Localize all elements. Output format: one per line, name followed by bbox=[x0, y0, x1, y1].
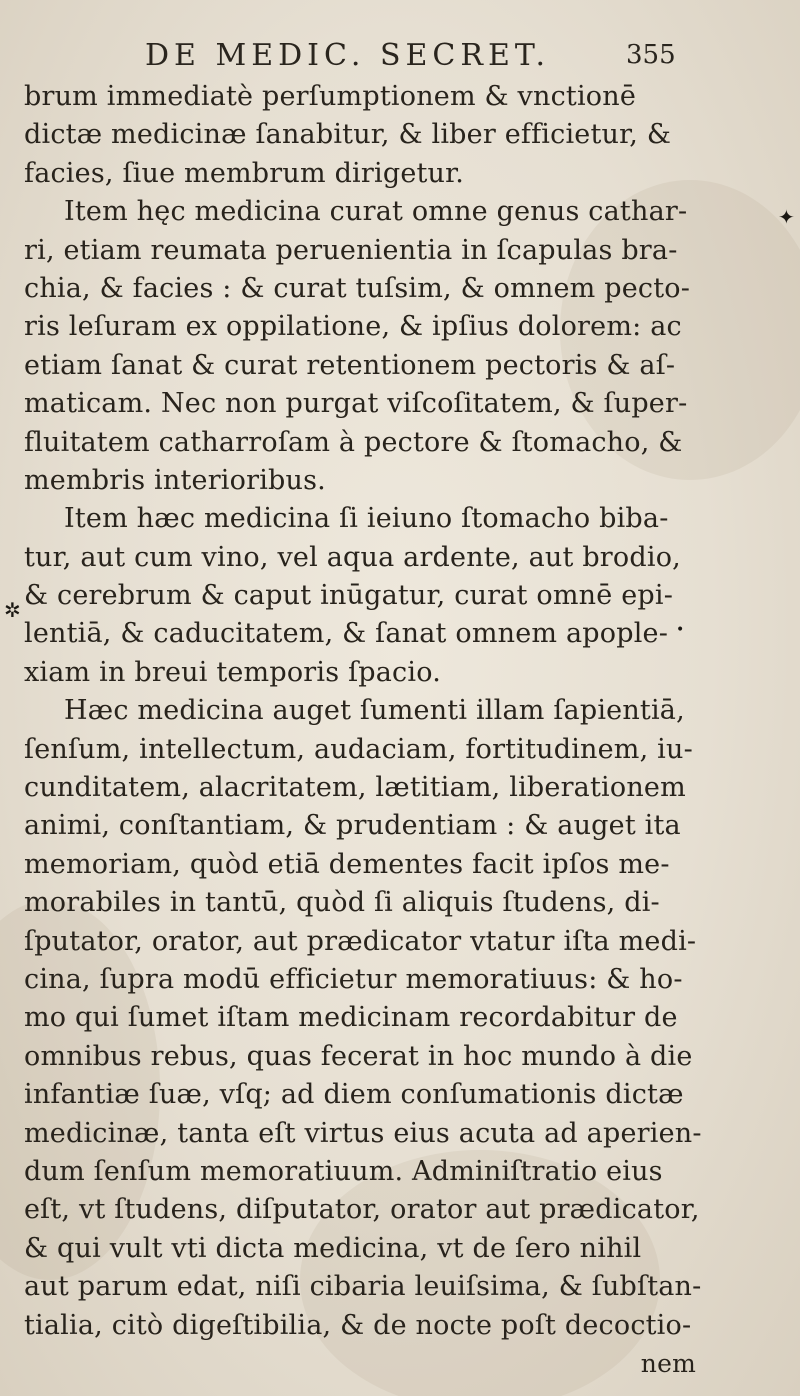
text-line: mo qui ſumet iſtam medicinam recordabitur de bbox=[24, 1002, 678, 1034]
text-line: omnibus rebus, quas fecerat in hoc mundo à die bbox=[24, 1040, 693, 1072]
ink-mark-icon: ✲ bbox=[4, 598, 21, 622]
page-number: 355 bbox=[626, 40, 676, 70]
page-header bbox=[0, 38, 800, 78]
paragraph-start-line: Item hæc medicina ſi ieiuno ſtomacho biba- bbox=[64, 503, 669, 535]
text-line: aut parum edat, niſi cibaria leuiſsima, & ſubſtan- bbox=[24, 1271, 702, 1303]
text-line: tialia, citò digeſtibilia, & de nocte poſt decoctio- bbox=[24, 1309, 692, 1341]
text-line: cina, ſupra modū efficietur memoratiuus: & ho- bbox=[24, 963, 683, 995]
text-line: morabiles in tantū, quòd ſi aliquis ſtudens, di- bbox=[24, 887, 660, 919]
text-line: medicinæ, tanta eſt virtus eius acuta ad aperien- bbox=[24, 1117, 702, 1149]
text-line: cunditatem, alacritatem, lætitiam, liberationem bbox=[24, 772, 686, 804]
text-line: ſputator, orator, aut prædicator vtatur iſta medi- bbox=[24, 925, 697, 957]
running-head: DE MEDIC. SECRET. bbox=[145, 38, 550, 73]
text-line: infantiæ ſuæ, vſq; ad diem conſumationis dictæ bbox=[24, 1079, 684, 1111]
text-line: etiam ſanat & curat retentionem pectoris & aſ- bbox=[24, 349, 676, 381]
text-line: memoriam, quòd etiā dementes facit ipſos me- bbox=[24, 848, 670, 880]
text-line: eſt, vt ſtudens, diſputator, orator aut prædicator, bbox=[24, 1194, 700, 1226]
ink-mark-icon: ✦ bbox=[778, 205, 795, 229]
text-line: brum immediatè perſumptionem & vnctionē bbox=[24, 81, 637, 112]
text-line: chia, & facies : & curat tuſsim, & omnem pecto- bbox=[24, 272, 691, 304]
text-line: tur, aut cum vino, vel aqua ardente, aut brodio, bbox=[24, 541, 681, 573]
text-line: dictæ medicinæ ſanabitur, & liber efficietur, & bbox=[24, 119, 672, 151]
text-line: & cerebrum & caput inūgatur, curat omnē epi- bbox=[24, 580, 674, 612]
paragraph-start-line: Hæc medicina auget ſumenti illam ſapientiā, bbox=[64, 695, 685, 727]
body-text bbox=[24, 78, 714, 1383]
paragraph-start-line: Item hęc medicina curat omne genus cathar- bbox=[64, 196, 688, 228]
ink-mark-icon: • bbox=[676, 622, 685, 638]
text-line: membris interioribus. bbox=[24, 464, 326, 496]
text-line: xiam in breui temporis ſpacio. bbox=[24, 656, 441, 688]
text-line: lentiā, & caducitatem, & ſanat omnem apople- bbox=[24, 618, 669, 650]
text-line: & qui vult vti dicta medicina, vt de ſero nihil bbox=[24, 1232, 642, 1264]
text-line: maticam. Nec non purgat viſcoſitatem, & ſuper- bbox=[24, 388, 688, 420]
text-line: ſenſum, intellectum, audaciam, fortitudinem, iu- bbox=[24, 733, 693, 765]
text-line: fluitatem catharroſam à pectore & ſtomacho, & bbox=[24, 426, 683, 458]
text-line: dum ſenſum memoratiuum. Adminiſtratio eius bbox=[24, 1155, 663, 1187]
text-line: facies, ſiue membrum dirigetur. bbox=[24, 157, 465, 189]
text-line: ris leſuram ex oppilatione, & ipſius dolorem: ac bbox=[24, 311, 682, 343]
catchword: nem bbox=[640, 1348, 696, 1378]
text-line: animi, conſtantiam, & prudentiam : & auget ita bbox=[24, 810, 681, 842]
text-line: ri, etiam reumata peruenientia in ſcapulas bra- bbox=[24, 234, 678, 266]
